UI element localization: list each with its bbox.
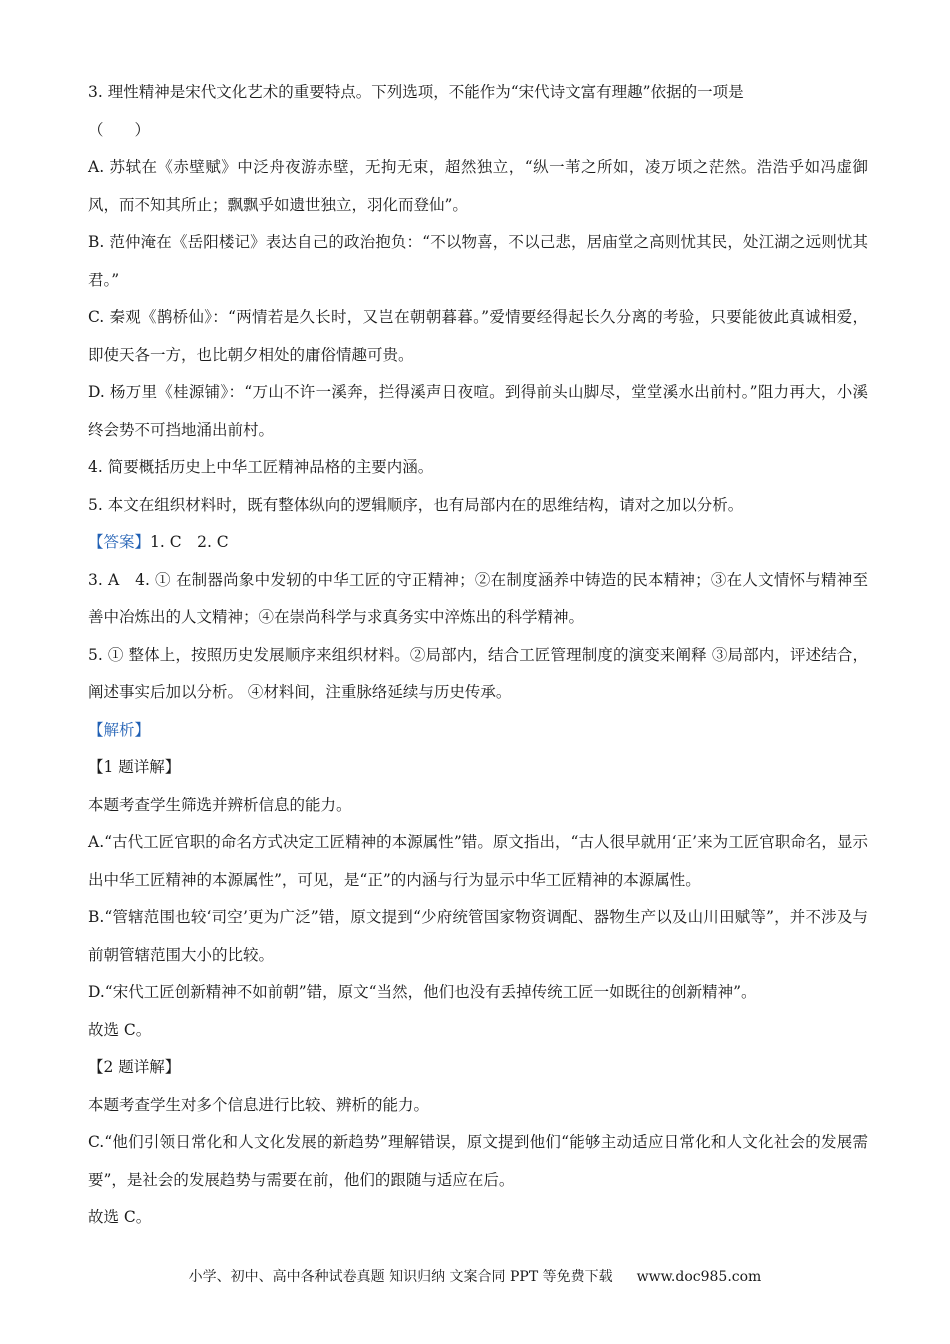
detail-2-title: 【2 题详解】	[88, 1058, 181, 1076]
question-3-option-b: B. 范仲淹在《岳阳楼记》表达自己的政治抱负：“不以物喜，不以己悲，居庙堂之高则忧其民，处江湖之远则忧其君。”	[88, 233, 868, 289]
question-3-option-d: D. 杨万里《桂源铺》：“万山不许一溪奔，拦得溪声日夜喧。到得前头山脚尽，堂堂溪水出前村。”阻力再大，小溪终会势不可挡地涌出前村。	[88, 383, 868, 439]
detail-1-conclusion: 故选 C。	[88, 1020, 152, 1039]
detail-1-option-a: A.“古代工匠官职的命名方式决定工匠精神的本源属性”错。原文指出，“古人很早就用‘正’来为工匠官职命名，显示出中华工匠精神的本源属性”，可见，是“正”的内涵与行为显示中华工匠精神的本源属性。	[88, 833, 868, 889]
page-footer	[0, 1266, 950, 1286]
answer-3-4: 3. A 4. ① 在制器尚象中发轫的中华工匠的守正精神；②在制度涵养中铸造的民本精神；③在人文情怀与精神至善中冶炼出的人文精神；④在崇尚科学与求真务实中淬炼出的科学精神。	[88, 570, 868, 626]
analysis-label: 【解析】	[88, 720, 151, 739]
detail-1-title: 【1 题详解】	[88, 758, 181, 776]
answer-5: 5. ① 整体上，按照历史发展顺序来组织材料。②局部内，结合工匠管理制度的演变来阐释 ③局部内，评述结合，阐述事实后加以分析。 ④材料间，注重脉络延续与历史传承。	[88, 645, 868, 701]
detail-2-intro: 本题考查学生对多个信息进行比较、辨析的能力。	[88, 1095, 430, 1114]
question-3-answer-paren: （ ）	[88, 120, 151, 139]
detail-2-option-c: C.“他们引领日常化和人文化发展的新趋势”理解错误，原文提到他们“能够主动适应日常化和人文化社会的发展需要”，是社会的发展趋势与需要在前，他们的跟随与适应在后。	[88, 1133, 868, 1189]
detail-1-option-d: D.“宋代工匠创新精神不如前朝”错，原文“当然，他们也没有丢掉传统工匠一如既往的创新精神”。	[88, 983, 757, 1001]
question-3-option-c: C. 秦观《鹊桥仙》：“两情若是久长时，又岂在朝朝暮暮。”爱情要经得起长久分离的考验，只要能彼此真诚相爱，即使天各一方，也比朝夕相处的庸俗情趣可贵。	[88, 308, 868, 364]
detail-1-intro: 本题考查学生筛选并辨析信息的能力。	[88, 795, 352, 814]
question-5: 5. 本文在组织材料时，既有整体纵向的逻辑顺序，也有局部内在的思维结构，请对之加以分析。	[88, 495, 744, 514]
answer-label: 【答案】	[88, 533, 151, 551]
document-body	[88, 74, 868, 1237]
answer-1-2: 1. C 2. C	[150, 533, 229, 551]
answer-line-1	[88, 524, 868, 562]
question-3: 3. 理性精神是宋代文化艺术的重要特点。下列选项，不能作为“宋代诗文富有理趣”依据的一项是	[88, 83, 744, 101]
footer-text: 小学、初中、高中各种试卷真题 知识归纳 文案合同 PPT 等免费下载	[188, 1269, 613, 1285]
question-3-option-a: A. 苏轼在《赤壁赋》中泛舟夜游赤壁，无拘无束，超然独立，“纵一苇之所如，凌万顷之茫然。浩浩乎如冯虚御风，而不知其所止；飘飘乎如遗世独立，羽化而登仙”。	[88, 158, 868, 214]
footer-url[interactable]: www.doc985.com	[636, 1269, 762, 1285]
detail-1-option-b: B.“管辖范围也较‘司空’更为广泛”错，原文提到“少府统管国家物资调配、器物生产以及山川田赋等”，并不涉及与前朝管辖范围大小的比较。	[88, 908, 868, 964]
question-4: 4. 简要概括历史上中华工匠精神品格的主要内涵。	[88, 458, 434, 476]
detail-2-conclusion: 故选 C。	[88, 1208, 152, 1226]
